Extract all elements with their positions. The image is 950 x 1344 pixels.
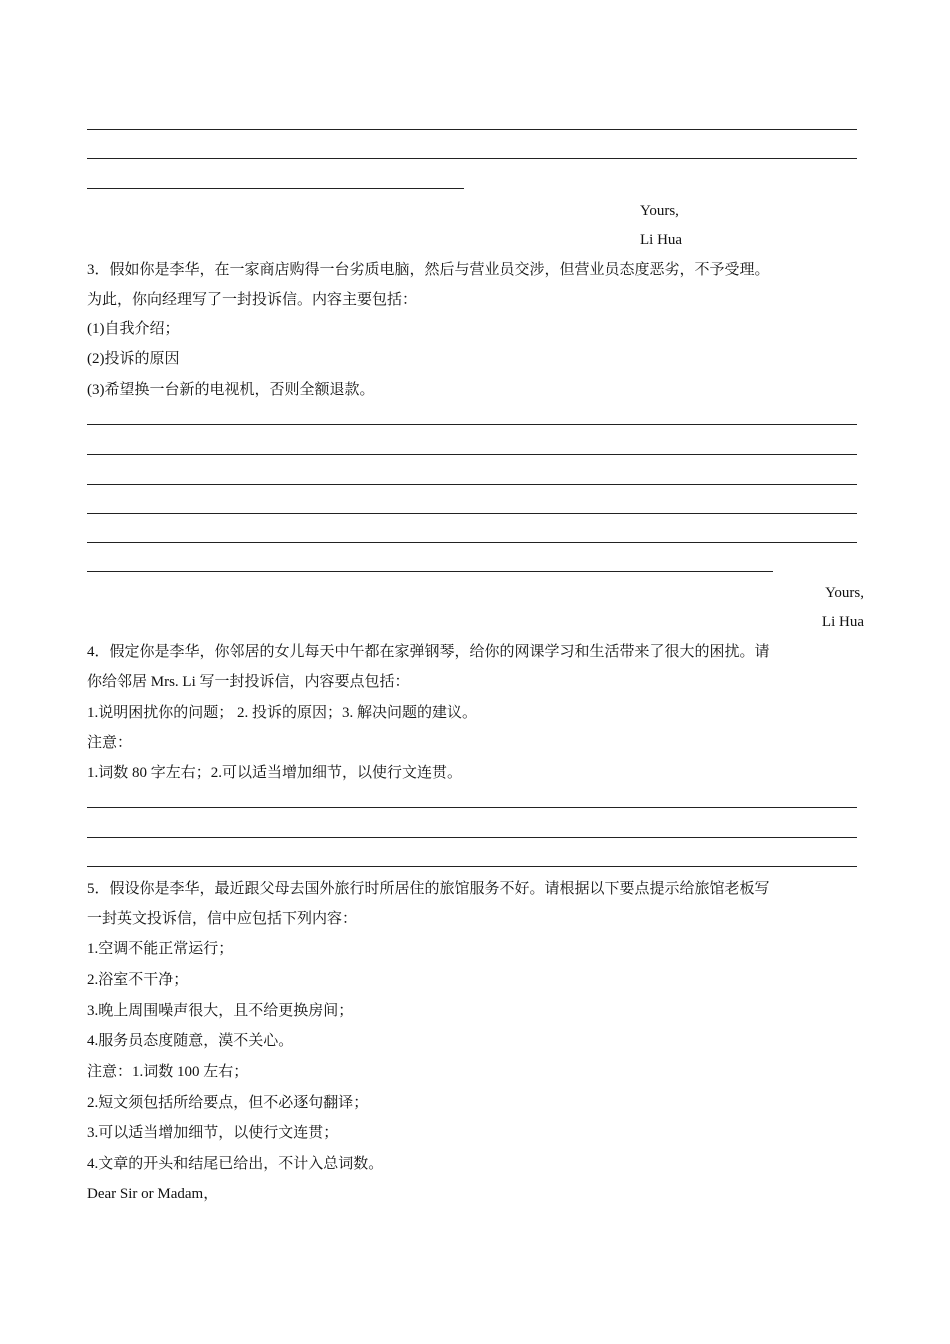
answer-line: [87, 837, 857, 838]
answer-line: [87, 454, 857, 455]
q3-point-1: (1)自我介绍；: [87, 321, 180, 337]
answer-line: [87, 542, 857, 543]
q5-note-3: 3.可以适当增加细节，以使行文连贯；: [87, 1125, 339, 1141]
q5-note-1: 注意：1.词数 100 左右；: [87, 1064, 249, 1080]
answer-line: [87, 484, 857, 485]
q3-prompt-line-2: 为此，你向经理写了一封投诉信。内容主要包括：: [87, 292, 418, 308]
q3-prompt-line-1: 3．假如你是李华，在一家商店购得一台劣质电脑，然后与营业员交涉，但营业员态度恶劣，不予受理。: [87, 262, 770, 278]
q4-note: 1.词数 80 字左右；2.可以适当增加细节，以使行文连贯。: [87, 765, 463, 781]
answer-line: [87, 129, 857, 130]
q5-point-3: 3.晚上周围噪声很大，且不给更换房间；: [87, 1003, 354, 1019]
q4-prompt-line-2: 你给邻居 Mrs. Li 写一封投诉信，内容要点包括：: [87, 674, 410, 690]
closing-yours: Yours,: [640, 203, 679, 219]
q4-prompt-line-1: 4．假定你是李华，你邻居的女儿每天中午都在家弹钢琴，给你的网课学习和生活带来了很大的困扰。请: [87, 644, 770, 660]
closing-yours: Yours,: [825, 585, 864, 601]
signature-name: Li Hua: [821, 614, 864, 630]
q4-note-label: 注意：: [87, 735, 133, 751]
answer-line: [87, 188, 464, 189]
signature-name: Li Hua: [640, 232, 683, 248]
answer-line: [87, 424, 857, 425]
q5-prompt-line-1: 5．假设你是李华，最近跟父母去国外旅行时所居住的旅馆服务不好。请根据以下要点提示给旅馆老板写: [87, 881, 770, 897]
q4-points: 1.说明困扰你的问题； 2. 投诉的原因；3. 解决问题的建议。: [87, 705, 478, 721]
answer-line: [87, 571, 773, 572]
q5-point-4: 4.服务员态度随意，漠不关心。: [87, 1033, 294, 1049]
answer-line: [87, 807, 857, 808]
q3-point-2: (2)投诉的原因: [87, 351, 180, 367]
q5-note-2: 2.短文须包括所给要点，但不必逐句翻译；: [87, 1095, 369, 1111]
answer-line: [87, 158, 857, 159]
answer-line: [87, 866, 857, 867]
q3-point-3: (3)希望换一台新的电视机，否则全额退款。: [87, 382, 375, 398]
q5-salutation: Dear Sir or Madam，: [87, 1186, 219, 1202]
q5-note-4: 4.文章的开头和结尾已给出，不计入总词数。: [87, 1156, 384, 1172]
q5-point-2: 2.浴室不干净；: [87, 972, 189, 988]
q5-point-1: 1.空调不能正常运行；: [87, 941, 234, 957]
answer-line: [87, 513, 857, 514]
q5-prompt-line-2: 一封英文投诉信，信中应包括下列内容：: [87, 911, 358, 927]
